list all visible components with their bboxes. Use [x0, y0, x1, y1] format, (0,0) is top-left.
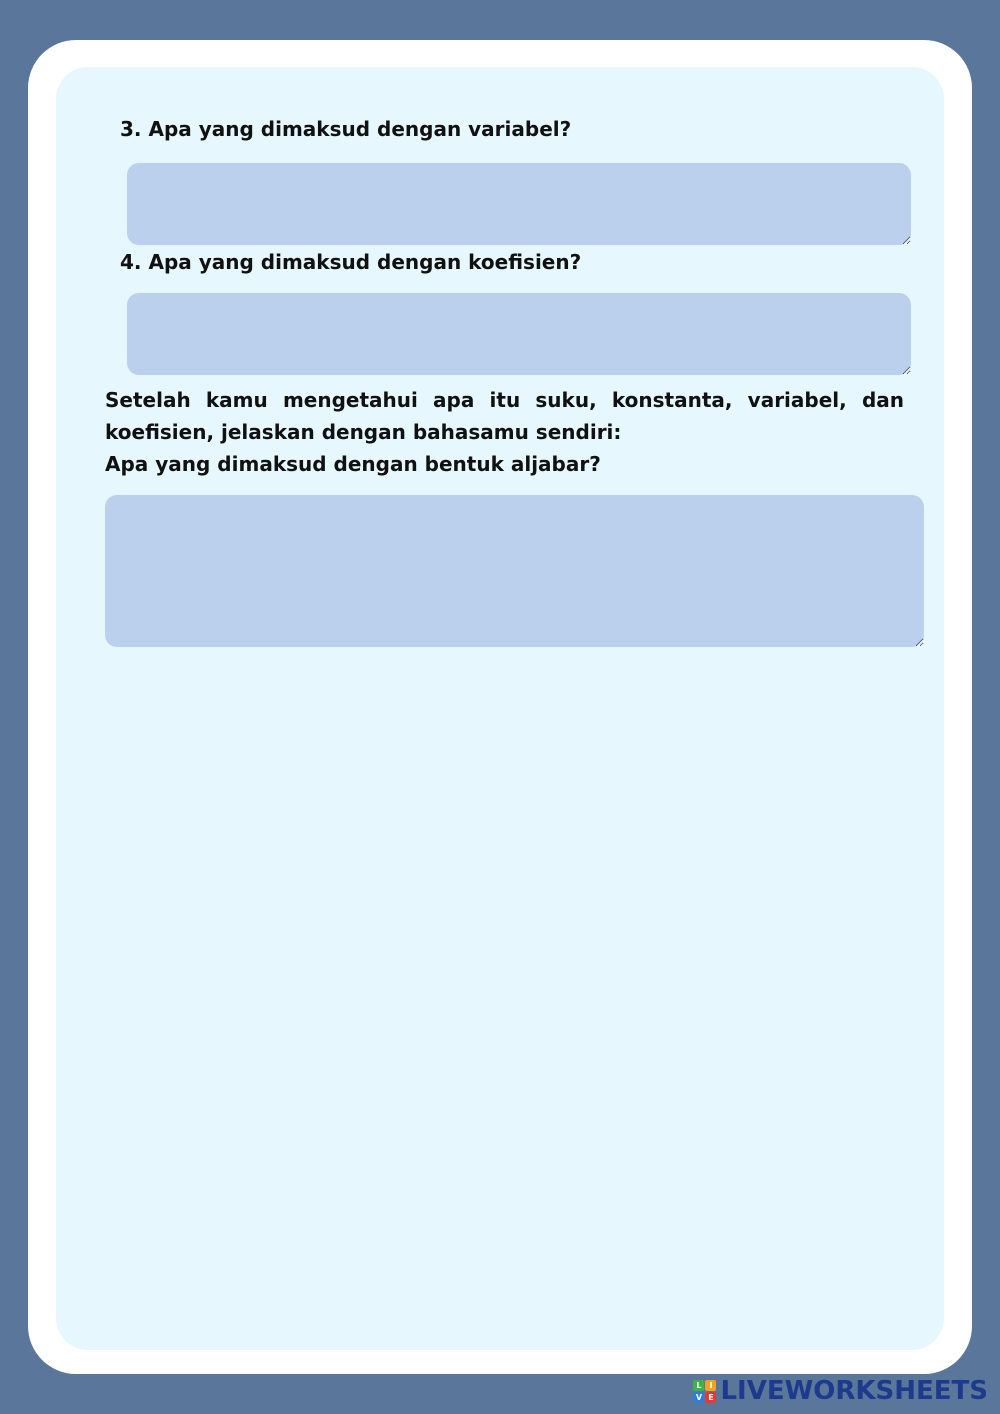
question-4-label: 4. Apa yang dimaksud dengan koefisien?	[120, 250, 582, 274]
question-3-label: 3. Apa yang dimaksud dengan variabel?	[120, 117, 572, 141]
logo-letter: E	[705, 1392, 716, 1403]
answer-algebra-input[interactable]	[105, 495, 924, 647]
answer-3-input[interactable]	[127, 163, 911, 245]
instruction-paragraph	[105, 384, 904, 480]
answer-4-input[interactable]	[127, 293, 911, 375]
logo-letter: I	[705, 1380, 716, 1391]
logo-letter: V	[693, 1392, 704, 1403]
instruction-line-2: koefisien, jelaskan dengan bahasamu sendiri:	[105, 420, 622, 444]
brand-name: LIVEWORKSHEETS	[720, 1376, 988, 1406]
logo-letter: L	[693, 1380, 704, 1391]
algebra-question-label: Apa yang dimaksud dengan bentuk aljabar?	[105, 452, 601, 476]
liveworksheets-logo	[693, 1376, 988, 1406]
live-logo-icon	[693, 1380, 716, 1403]
instruction-line-1: Setelah kamu mengetahui apa itu suku, konstanta, variabel, dan	[105, 388, 904, 412]
